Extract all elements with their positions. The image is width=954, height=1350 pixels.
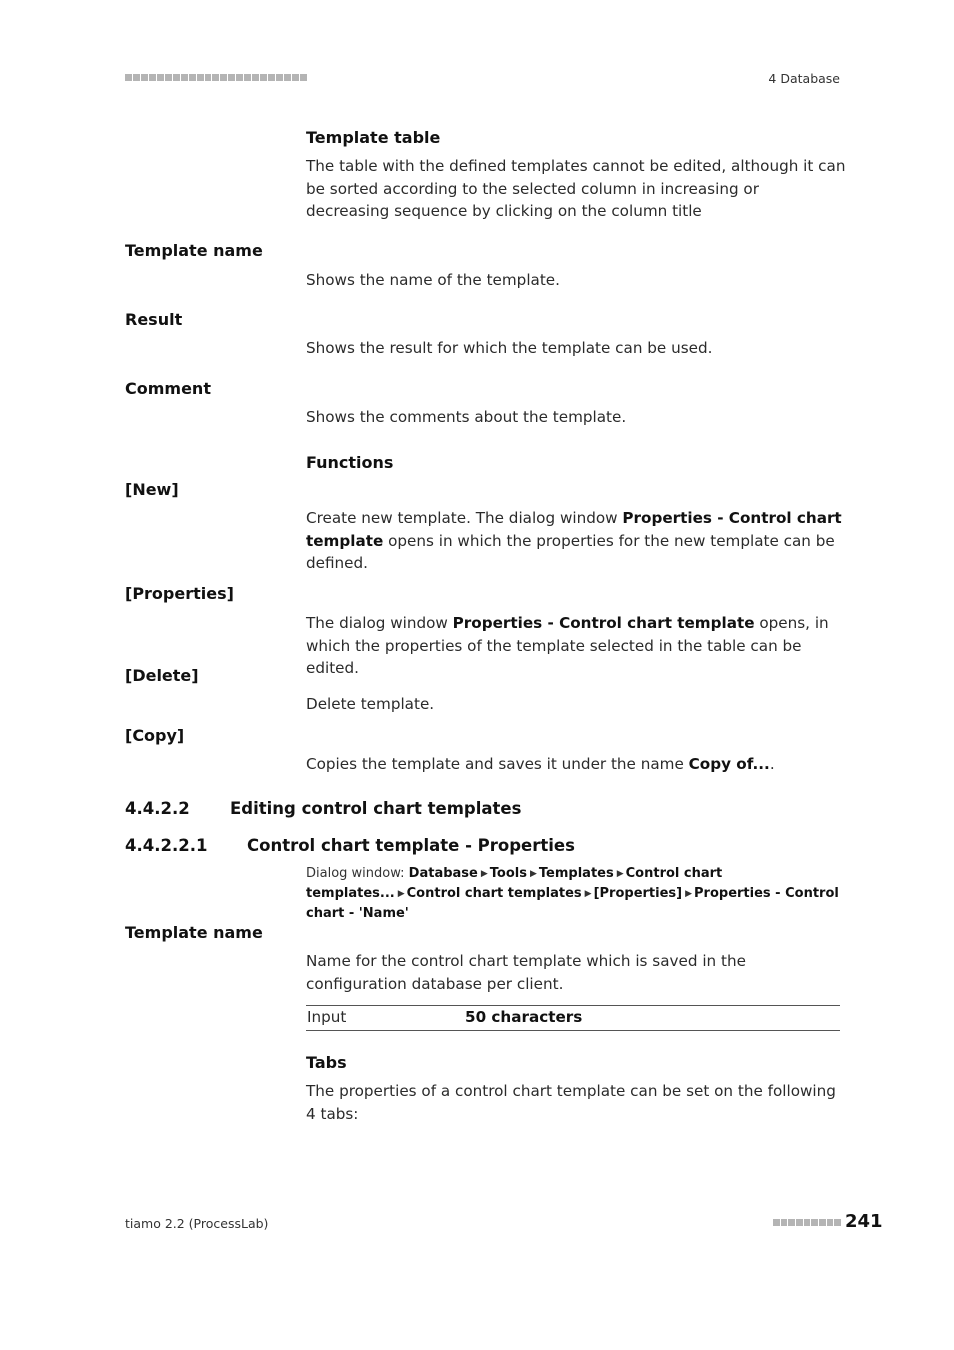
triangle-right-icon: ▶ [584,889,592,899]
section-number: 4.4.2.2 [125,799,190,818]
field-label-template-name-properties: Template name [125,923,263,942]
page-number: 241 [845,1211,883,1232]
section-title: Control chart template - Properties [247,836,575,855]
function-label-delete: [Delete] [125,666,199,685]
footer-product: tiamo 2.2 (ProcessLab) [125,1216,269,1231]
section-number: 4.4.2.2.1 [125,836,208,855]
function-label-properties: [Properties] [125,584,234,603]
triangle-right-icon: ▶ [616,869,624,879]
functions-heading: Functions [306,453,394,472]
function-desc-properties: The dialog window Properties - Control chart template opens, in which the properties of the template selected in the table can be edited. [306,614,829,678]
field-label-comment: Comment [125,379,211,398]
breadcrumb-item: Templates [538,866,614,881]
input-spec-key: Input [307,1008,347,1026]
section-heading-4-4-2-2-1 [125,836,575,855]
field-label-template-name: Template name [125,241,263,260]
breadcrumb-prefix: Dialog window: [306,866,409,881]
section-title: Editing control chart templates [230,799,522,818]
header-decoration [125,74,307,82]
dialog-path-breadcrumb [306,864,846,924]
field-label-result: Result [125,310,183,329]
tabs-description: The properties of a control chart template can be set on the following 4 tabs: [306,1082,836,1123]
input-spec-value: 50 characters [465,1008,583,1026]
function-desc-delete: Delete template. [306,695,435,713]
triangle-right-icon: ▶ [685,889,693,899]
breadcrumb-item: Control chart templates [406,886,582,901]
input-spec-table [306,1005,840,1031]
triangle-right-icon: ▶ [480,869,488,879]
field-desc-comment: Shows the comments about the template. [306,408,627,426]
field-desc-template-name-properties: Name for the control chart template which is saved in the configuration database per client. [306,952,746,993]
template-table-heading: Template table [306,128,441,147]
field-desc-template-name: Shows the name of the template. [306,271,560,289]
breadcrumb-item: Properties - Control chart - 'Name' [306,886,839,921]
breadcrumb-item: Control chart templates... [306,866,723,901]
function-label-copy: [Copy] [125,726,185,745]
breadcrumb-item: Database [408,866,478,881]
triangle-right-icon: ▶ [397,889,405,899]
section-heading-4-4-2-2 [125,799,521,818]
field-desc-result: Shows the result for which the template can be used. [306,339,713,357]
breadcrumb-item: Tools [489,866,527,881]
tabs-heading: Tabs [306,1053,347,1072]
footer-decoration [773,1219,841,1227]
triangle-right-icon: ▶ [529,869,537,879]
function-desc-copy: Copies the template and saves it under the name Copy of.... [306,755,775,773]
function-desc-new: Create new template. The dialog window Properties - Control chart template opens in which the properties for the new template can be defined. [306,509,842,573]
breadcrumb-item: [Properties] [593,886,683,901]
function-label-new: [New] [125,480,179,499]
header-chapter: 4 Database [768,71,840,86]
template-table-description: The table with the defined templates cannot be edited, although it can be sorted according to the selected column in increasing or decreasing sequence by clicking on the column title [306,157,846,221]
